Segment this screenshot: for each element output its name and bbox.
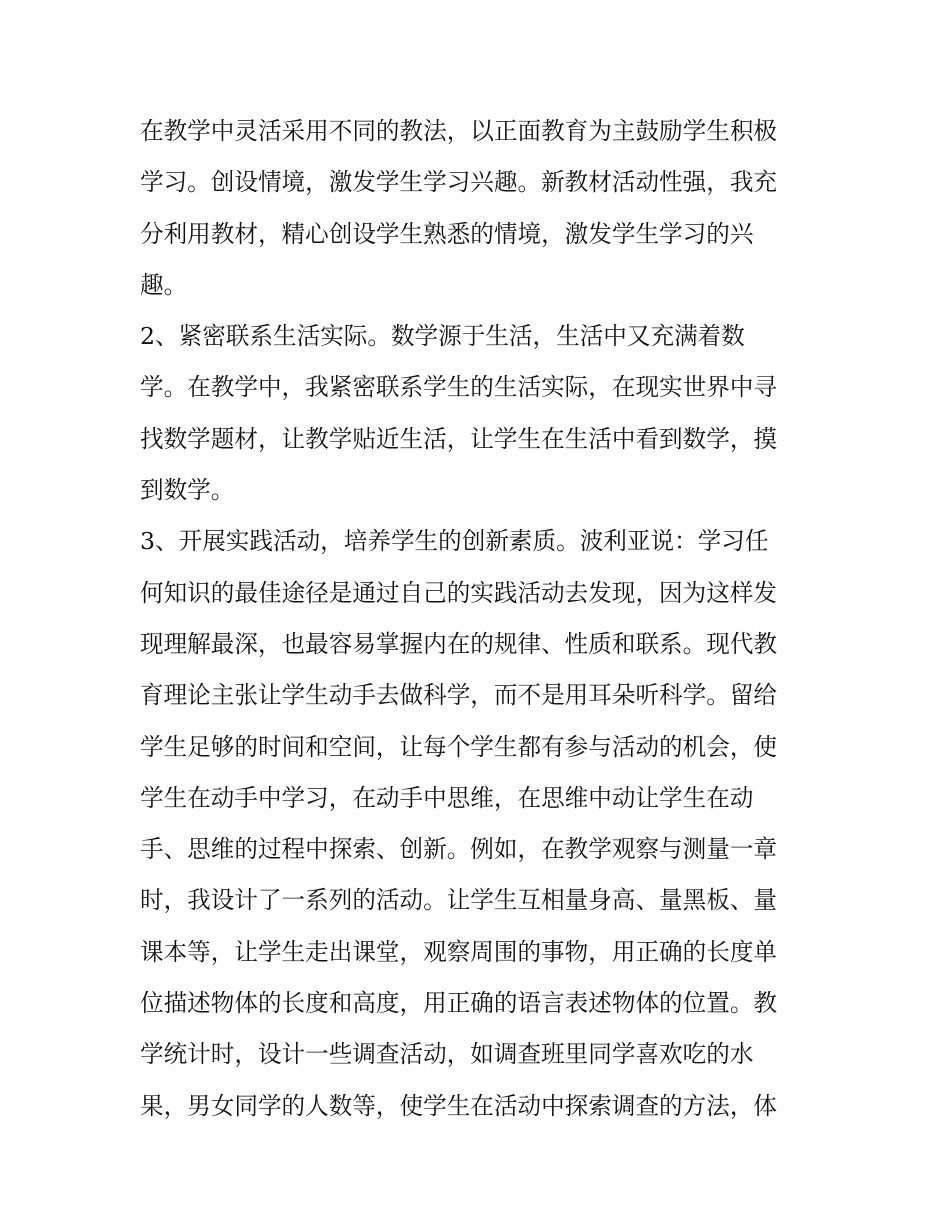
- text-line: 果，男女同学的人数等，使学生在活动中探索调查的方法，体: [140, 1091, 778, 1120]
- text-line: 趣。: [140, 270, 188, 299]
- text-line: 学习。创设情境，激发学生学习兴趣。新教材活动性强，我充: [140, 168, 778, 197]
- text-line: 现理解最深，也最容易掌握内在的规律、性质和联系。现代教: [140, 629, 778, 658]
- text-line: 学生足够的时间和空间，让每个学生都有参与活动的机会，使: [140, 732, 778, 761]
- text-line: 学统计时，设计一些调查活动，如调查班里同学喜欢吃的水: [140, 1040, 754, 1069]
- text-line: 时，我设计了一系列的活动。让学生互相量身高、量黑板、量: [140, 886, 778, 915]
- text-line: 3、开展实践活动，培养学生的创新素质。波利亚说：学习任: [140, 527, 769, 556]
- text-line: 找数学题材，让教学贴近生活，让学生在生活中看到数学，摸: [140, 424, 778, 453]
- text-line: 何知识的最佳途径是通过自己的实践活动去发现，因为这样发: [140, 578, 778, 607]
- text-line: 2、紧密联系生活实际。数学源于生活，生活中又充满着数: [140, 322, 745, 351]
- text-line: 到数学。: [140, 476, 235, 505]
- text-line: 位描述物体的长度和高度，用正确的语言表述物体的位置。教: [140, 989, 778, 1018]
- text-line: 育理论主张让学生动手去做科学，而不是用耳朵听科学。留给: [140, 681, 778, 710]
- text-line: 课本等，让学生走出课堂，观察周围的事物，用正确的长度单: [140, 937, 778, 966]
- text-line: 手、思维的过程中探索、创新。例如，在教学观察与测量一章: [140, 835, 778, 864]
- text-line: 学。在教学中，我紧密联系学生的生活实际，在现实世界中寻: [140, 373, 778, 402]
- text-line: 在教学中灵活采用不同的教法，以正面教育为主鼓励学生积极: [140, 117, 778, 145]
- document-body: [140, 106, 820, 1132]
- text-line: 学生在动手中学习，在动手中思维，在思维中动让学生在动: [140, 783, 754, 812]
- text-line: 分利用教材，精心创设学生熟悉的情境，激发学生学习的兴: [140, 219, 754, 248]
